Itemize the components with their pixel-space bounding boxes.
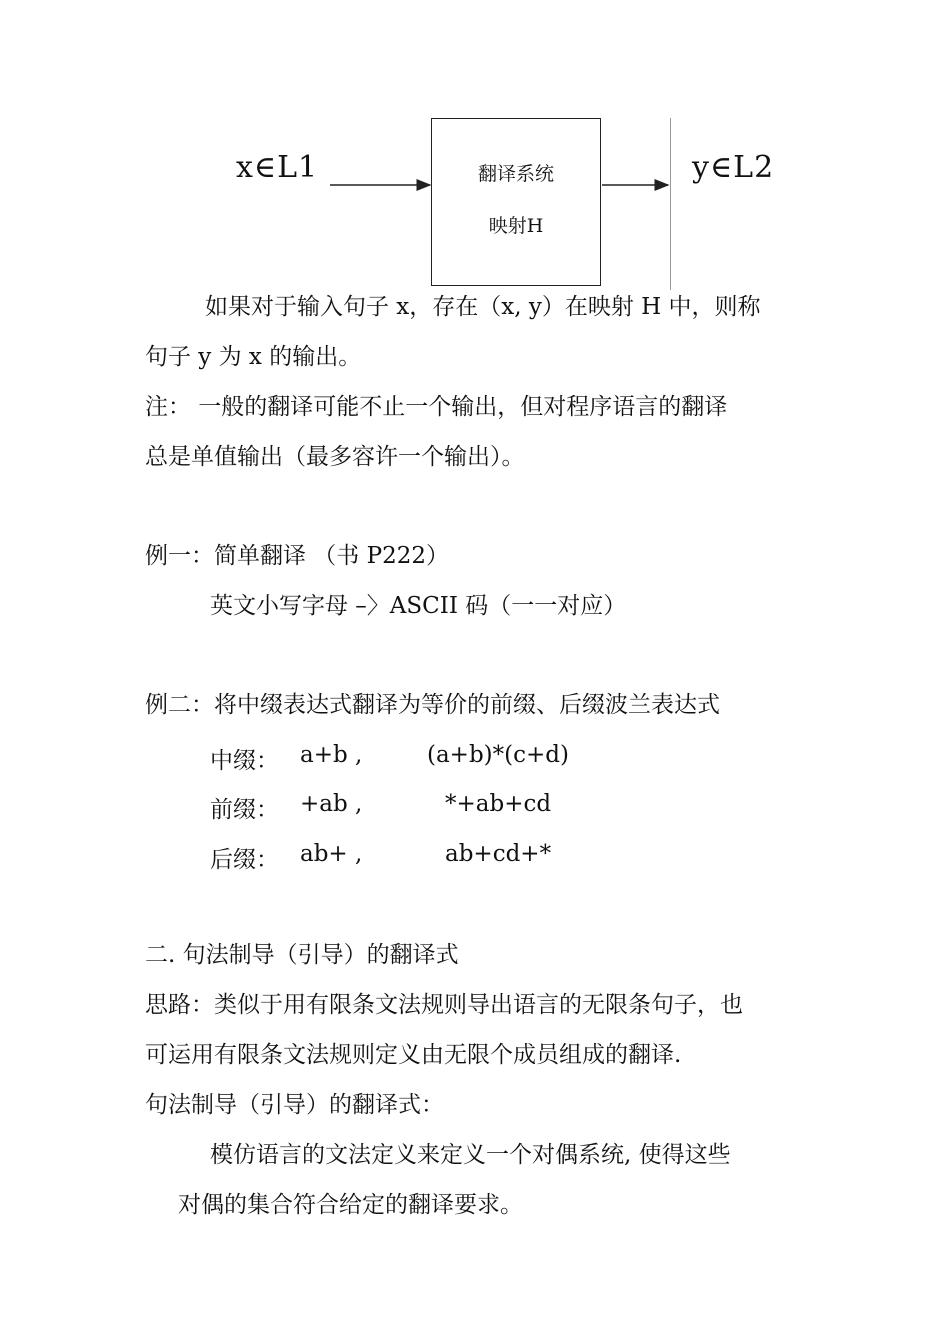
prefix-label: 前缀： [210, 797, 279, 823]
infix-complex: (a+b)*(c+d) [427, 742, 569, 768]
box-subtitle: 映射H [488, 215, 544, 237]
output-label: y∈L2 [692, 150, 775, 185]
para1-line1: 如果对于输入句子 x，存在（x, y）在映射 H 中，则称 [205, 294, 761, 320]
note-line1: 注： 一般的翻译可能不止一个输出，但对程序语言的翻译 [145, 394, 728, 420]
input-label: x∈L1 [236, 150, 319, 185]
box-title: 翻译系统 [477, 163, 554, 185]
prefix-simple: +ab , [300, 791, 363, 817]
postfix-complex: ab+cd+* [445, 841, 552, 867]
infix-simple: a+b , [300, 742, 363, 768]
definition-title: 句法制导（引导）的翻译式： [145, 1092, 444, 1118]
infix-label: 中缀： [210, 748, 279, 774]
idea-line2: 可运用有限条文法规则定义由无限个成员组成的翻译. [145, 1042, 682, 1068]
definition-line2: 对偶的集合符合给定的翻译要求。 [178, 1192, 523, 1218]
translation-diagram [0, 0, 950, 300]
example1-title: 例一：简单翻译 （书 P222） [145, 543, 449, 569]
example1-detail: 英文小写字母 –〉ASCII 码（一一对应） [210, 593, 627, 619]
example2-title: 例二：将中缀表达式翻译为等价的前缀、后缀波兰表达式 [145, 692, 720, 718]
section2-heading: 二. 句法制导（引导）的翻译式 [145, 942, 459, 968]
postfix-label: 后缀： [210, 847, 279, 873]
divider-line [670, 118, 671, 290]
definition-line1: 模仿语言的文法定义来定义一个对偶系统, 使得这些 [210, 1142, 731, 1168]
para1-line2: 句子 y 为 x 的输出。 [145, 344, 362, 370]
translation-system-box [431, 118, 601, 286]
prefix-complex: *+ab+cd [445, 791, 552, 817]
postfix-simple: ab+ , [300, 841, 363, 867]
note-line2: 总是单值输出（最多容许一个输出）。 [145, 444, 525, 470]
idea-line1: 思路：类似于用有限条文法规则导出语言的无限条句子，也 [145, 992, 743, 1018]
